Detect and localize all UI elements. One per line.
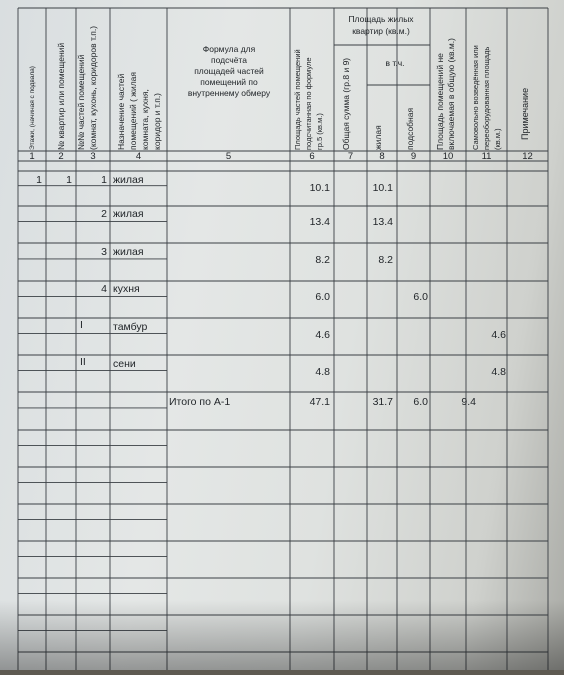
header-purpose-d: коридор и т.п.)	[152, 92, 162, 150]
column-number-11: 11	[481, 151, 492, 162]
header-purpose-b: помещений ( жилая	[128, 72, 138, 150]
row-floor: 1	[36, 174, 42, 186]
column-number-8: 8	[379, 151, 385, 162]
header-excluded-b: включаемая в общую (кв.м.)	[446, 38, 456, 150]
header-formula-e: внутреннему обмеру	[187, 88, 271, 98]
row-living-area: 13.4	[372, 216, 393, 228]
row-purpose: жилая	[113, 174, 144, 186]
row-purpose: тамбур	[113, 321, 148, 333]
row-living-area: 10.1	[372, 182, 393, 194]
column-number-12: 12	[522, 151, 533, 162]
row-living-area: 8.2	[378, 254, 393, 266]
header-formula-d: помещений по	[200, 77, 258, 87]
header-apartment: № квартир или помещений	[56, 42, 66, 150]
row-area: 10.1	[309, 182, 330, 194]
header-living-a: Площадь жилых	[348, 14, 414, 24]
header-notes: Примечание	[520, 87, 530, 140]
column-number-9: 9	[410, 151, 417, 162]
row-area: 13.4	[309, 216, 330, 228]
row-area: 6.0	[315, 291, 330, 303]
header-part-number-b: (комнат, кухонь, коридоров т.п.)	[88, 25, 98, 150]
header-including: в т.ч.	[385, 58, 405, 68]
header-unauthorized-a: Самовольно возведённая или	[471, 45, 480, 150]
row-area: 4.6	[315, 329, 330, 341]
column-number-1: 1	[29, 151, 35, 162]
header-area-b: подсчитанная по формуле	[304, 57, 313, 150]
column-number-6: 6	[309, 151, 315, 162]
row-excluded-area: 4.6	[491, 329, 506, 341]
row-purpose: жилая	[113, 246, 144, 258]
header-area-c: гр.5 (кв.м.)	[315, 113, 324, 150]
column-number-5: 5	[225, 151, 232, 162]
header-total-sum: Общая сумма (гр.8 и 9)	[341, 57, 351, 150]
row-purpose: кухня	[113, 283, 140, 295]
header-living: жилая	[373, 125, 383, 150]
row-part-number: 4	[101, 283, 107, 295]
column-number-2: 2	[58, 151, 64, 162]
total-aux-area: 6.0	[413, 396, 428, 408]
row-part-number: 3	[101, 246, 107, 258]
row-apartment: 1	[66, 174, 72, 186]
header-unauthorized-b: переоборудованная площадь	[482, 46, 491, 150]
total-excluded-area: 9.4	[461, 396, 476, 408]
header-purpose-a: Назначение частей	[116, 73, 126, 150]
total-label: Итого по А-1	[169, 396, 231, 408]
row-area: 4.8	[315, 366, 330, 378]
column-number-7: 7	[347, 151, 354, 162]
row-excluded-area: 4.8	[491, 366, 506, 378]
column-number-10: 10	[442, 151, 454, 162]
header-part-number-a: №№ частей помещений	[76, 54, 86, 150]
header-formula-b: подсчёта	[211, 55, 247, 65]
row-purpose: жилая	[113, 208, 144, 220]
header-living-b: квартир (кв.м.)	[352, 26, 410, 36]
header-auxiliary: подсобная	[405, 107, 415, 150]
total-living-area: 31.7	[372, 396, 393, 408]
row-purpose: сени	[113, 358, 136, 370]
row-part-number: II	[80, 356, 86, 368]
header-formula-a: Формула для	[202, 44, 256, 54]
header-unauthorized-c: (кв.м.)	[493, 128, 502, 150]
header-purpose-c: комната, кухня,	[140, 89, 150, 150]
row-part-number: 1	[101, 174, 107, 186]
total-area: 47.1	[309, 396, 330, 408]
header-floor: Этажи, (начиная с подвала)	[29, 66, 36, 150]
row-aux-area: 6.0	[413, 291, 428, 303]
header-area-a: Площадь частей помещений	[293, 49, 302, 150]
column-number-4: 4	[135, 151, 142, 162]
row-part-number: I	[80, 319, 83, 331]
header-excluded-a: Площадь помещений не	[435, 53, 445, 150]
row-part-number: 2	[101, 208, 107, 220]
header-formula-c: площадей частей	[194, 66, 264, 76]
column-number-3: 3	[90, 151, 96, 162]
row-area: 8.2	[315, 254, 330, 266]
